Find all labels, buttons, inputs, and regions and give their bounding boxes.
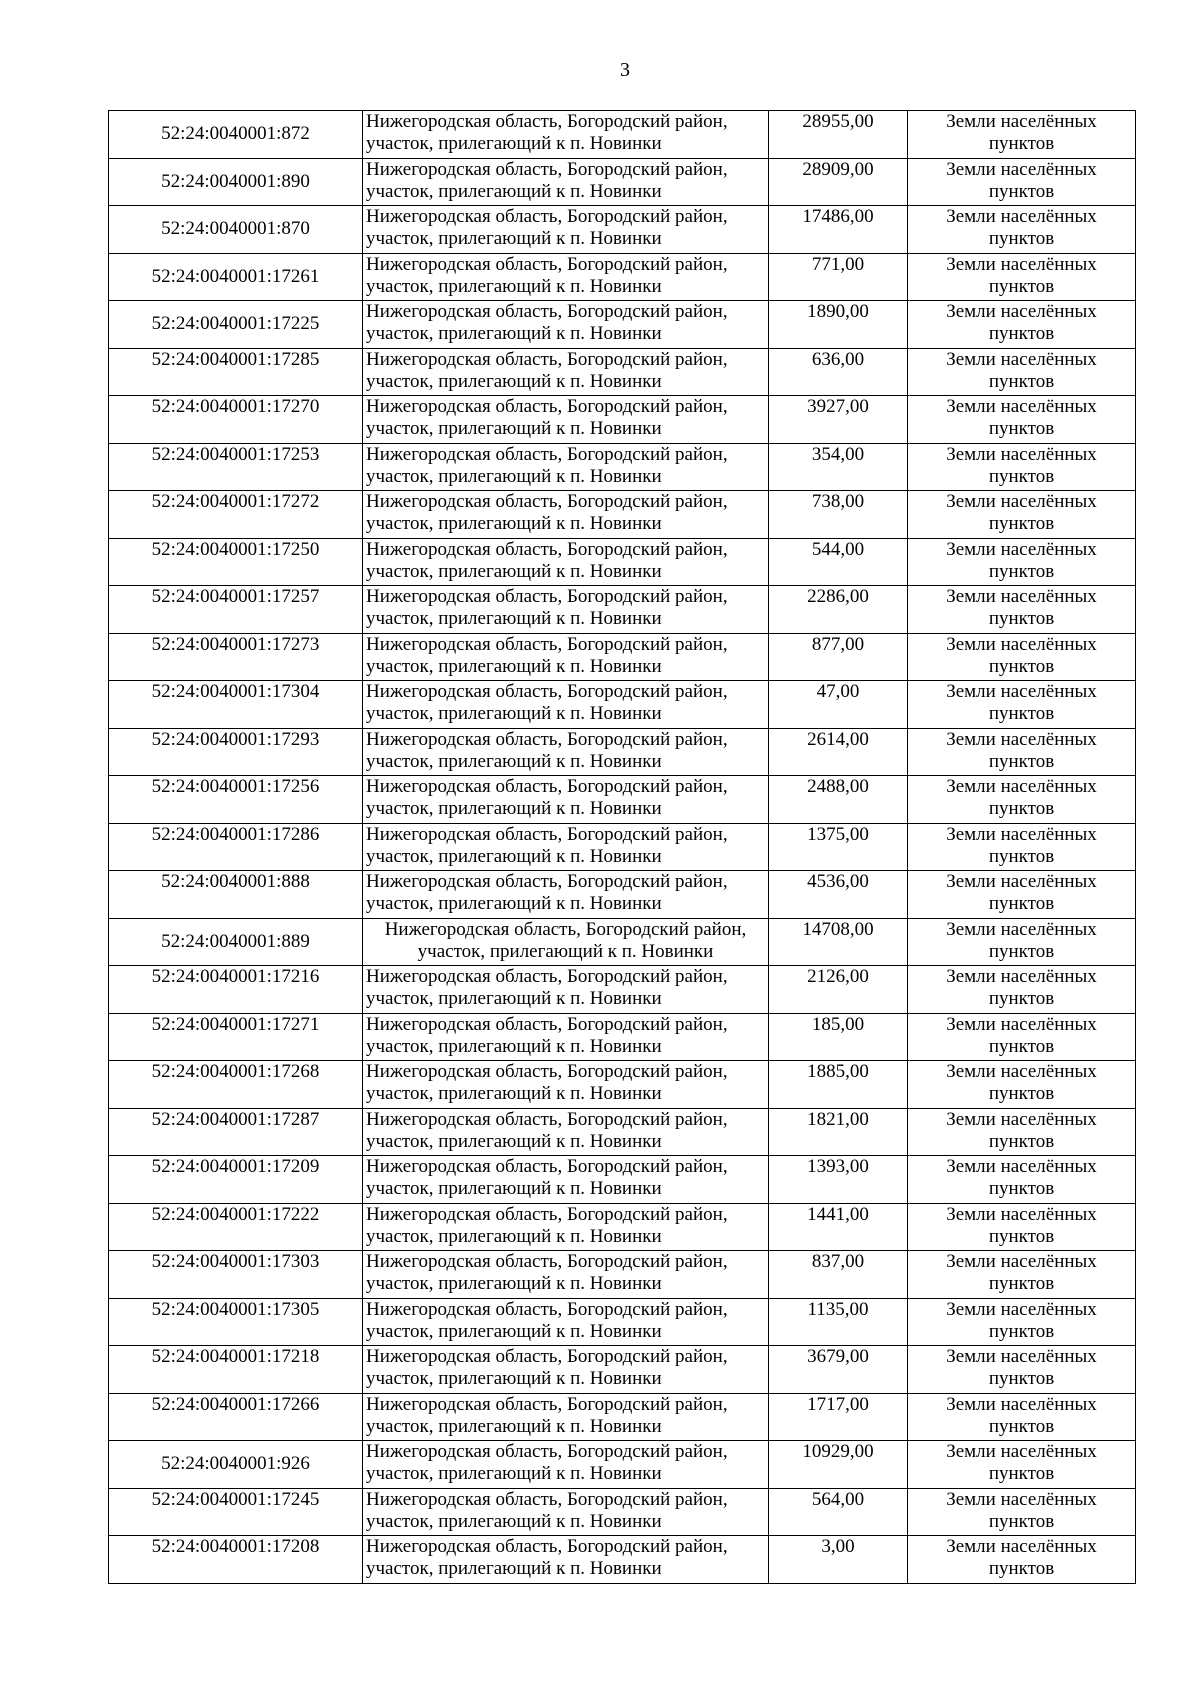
area-cell: 877,00 <box>769 633 908 681</box>
address-cell: Нижегородская область, Богородский район, участок, прилегающий к п. Новинки <box>363 1488 769 1536</box>
land-category-cell: Земли населённых пунктов <box>908 111 1136 159</box>
cadastral-number-cell: 52:24:0040001:17270 <box>109 396 363 444</box>
table-row <box>109 1156 1136 1204</box>
area-cell: 1441,00 <box>769 1203 908 1251</box>
area-cell: 17486,00 <box>769 206 908 254</box>
address-cell: Нижегородская область, Богородский район, участок, прилегающий к п. Новинки <box>363 1251 769 1299</box>
address-cell: Нижегородская область, Богородский район, участок, прилегающий к п. Новинки <box>363 1298 769 1346</box>
cadastral-number-cell: 52:24:0040001:17272 <box>109 491 363 539</box>
cadastral-number-cell: 52:24:0040001:888 <box>109 871 363 919</box>
cadastral-number-cell: 52:24:0040001:17225 <box>109 301 363 349</box>
table-row <box>109 1393 1136 1441</box>
area-cell: 354,00 <box>769 443 908 491</box>
area-cell: 185,00 <box>769 1013 908 1061</box>
area-cell: 3927,00 <box>769 396 908 444</box>
cadastral-number-cell: 52:24:0040001:17222 <box>109 1203 363 1251</box>
land-category-cell: Земли населённых пунктов <box>908 1346 1136 1394</box>
cadastral-number-cell: 52:24:0040001:17253 <box>109 443 363 491</box>
land-category-cell: Земли населённых пунктов <box>908 1203 1136 1251</box>
area-cell: 2488,00 <box>769 776 908 824</box>
address-cell: Нижегородская область, Богородский район, участок, прилегающий к п. Новинки <box>363 1061 769 1109</box>
cadastral-number-cell: 52:24:0040001:17208 <box>109 1536 363 1584</box>
address-cell: Нижегородская область, Богородский район, участок, прилегающий к п. Новинки <box>363 396 769 444</box>
table-row <box>109 1013 1136 1061</box>
address-cell: Нижегородская область, Богородский район, участок, прилегающий к п. Новинки <box>363 681 769 729</box>
table-row <box>109 871 1136 919</box>
table-row <box>109 918 1136 966</box>
area-cell: 28955,00 <box>769 111 908 159</box>
table-row <box>109 1441 1136 1489</box>
land-category-cell: Земли населённых пунктов <box>908 728 1136 776</box>
area-cell: 564,00 <box>769 1488 908 1536</box>
land-category-cell: Земли населённых пунктов <box>908 871 1136 919</box>
cadastral-number-cell: 52:24:0040001:17257 <box>109 586 363 634</box>
area-cell: 2614,00 <box>769 728 908 776</box>
table-row <box>109 396 1136 444</box>
address-cell: Нижегородская область, Богородский район, участок, прилегающий к п. Новинки <box>363 586 769 634</box>
land-category-cell: Земли населённых пунктов <box>908 253 1136 301</box>
land-category-cell: Земли населённых пунктов <box>908 443 1136 491</box>
address-cell: Нижегородская область, Богородский район, участок, прилегающий к п. Новинки <box>363 728 769 776</box>
table-row <box>109 633 1136 681</box>
table-row <box>109 586 1136 634</box>
table-row <box>109 1298 1136 1346</box>
table-row <box>109 348 1136 396</box>
address-cell: Нижегородская область, Богородский район, участок, прилегающий к п. Новинки <box>363 823 769 871</box>
cadastral-number-cell: 52:24:0040001:17271 <box>109 1013 363 1061</box>
land-category-cell: Земли населённых пунктов <box>908 1536 1136 1584</box>
table-row <box>109 1488 1136 1536</box>
address-cell: Нижегородская область, Богородский район, участок, прилегающий к п. Новинки <box>363 633 769 681</box>
table-row <box>109 301 1136 349</box>
address-cell: Нижегородская область, Богородский район, участок, прилегающий к п. Новинки <box>363 966 769 1014</box>
area-cell: 1717,00 <box>769 1393 908 1441</box>
cadastral-number-cell: 52:24:0040001:890 <box>109 158 363 206</box>
area-cell: 47,00 <box>769 681 908 729</box>
land-category-cell: Земли населённых пунктов <box>908 206 1136 254</box>
cadastral-number-cell: 52:24:0040001:17287 <box>109 1108 363 1156</box>
land-category-cell: Земли населённых пунктов <box>908 491 1136 539</box>
land-category-cell: Земли населённых пунктов <box>908 1298 1136 1346</box>
address-cell: Нижегородская область, Богородский район, участок, прилегающий к п. Новинки <box>363 443 769 491</box>
cadastral-number-cell: 52:24:0040001:17286 <box>109 823 363 871</box>
land-category-cell: Земли населённых пунктов <box>908 1013 1136 1061</box>
address-cell: Нижегородская область, Богородский район, участок, прилегающий к п. Новинки <box>363 1393 769 1441</box>
area-cell: 1890,00 <box>769 301 908 349</box>
area-cell: 3679,00 <box>769 1346 908 1394</box>
table-row <box>109 443 1136 491</box>
address-cell: Нижегородская область, Богородский район, участок, прилегающий к п. Новинки <box>363 1156 769 1204</box>
table-row <box>109 823 1136 871</box>
area-cell: 771,00 <box>769 253 908 301</box>
cadastral-number-cell: 52:24:0040001:17256 <box>109 776 363 824</box>
land-category-cell: Земли населённых пунктов <box>908 158 1136 206</box>
table-row <box>109 966 1136 1014</box>
cadastral-number-cell: 52:24:0040001:17209 <box>109 1156 363 1204</box>
address-cell: Нижегородская область, Богородский район, участок, прилегающий к п. Новинки <box>363 538 769 586</box>
cadastral-number-cell: 52:24:0040001:17216 <box>109 966 363 1014</box>
land-category-cell: Земли населённых пунктов <box>908 396 1136 444</box>
table-row <box>109 1203 1136 1251</box>
cadastral-number-cell: 52:24:0040001:17304 <box>109 681 363 729</box>
area-cell: 3,00 <box>769 1536 908 1584</box>
area-cell: 2286,00 <box>769 586 908 634</box>
address-cell: Нижегородская область, Богородский район, участок, прилегающий к п. Новинки <box>363 1346 769 1394</box>
land-category-cell: Земли населённых пунктов <box>908 301 1136 349</box>
address-cell: Нижегородская область, Богородский район, участок, прилегающий к п. Новинки <box>363 253 769 301</box>
land-category-cell: Земли населённых пунктов <box>908 538 1136 586</box>
cadastral-number-cell: 52:24:0040001:17268 <box>109 1061 363 1109</box>
land-category-cell: Земли населённых пунктов <box>908 633 1136 681</box>
address-cell: Нижегородская область, Богородский район, участок, прилегающий к п. Новинки <box>363 301 769 349</box>
table-row <box>109 158 1136 206</box>
table-row <box>109 1346 1136 1394</box>
cadastral-number-cell: 52:24:0040001:926 <box>109 1441 363 1489</box>
address-cell: Нижегородская область, Богородский район, участок, прилегающий к п. Новинки <box>363 1536 769 1584</box>
area-cell: 4536,00 <box>769 871 908 919</box>
cadastral-number-cell: 52:24:0040001:17266 <box>109 1393 363 1441</box>
land-category-cell: Земли населённых пунктов <box>908 918 1136 966</box>
table-row <box>109 253 1136 301</box>
area-cell: 636,00 <box>769 348 908 396</box>
address-cell: Нижегородская область, Богородский район, участок, прилегающий к п. Новинки <box>363 1203 769 1251</box>
address-cell: Нижегородская область, Богородский район, участок, прилегающий к п. Новинки <box>363 206 769 254</box>
table-row <box>109 111 1136 159</box>
area-cell: 1885,00 <box>769 1061 908 1109</box>
land-category-cell: Земли населённых пунктов <box>908 966 1136 1014</box>
cadastral-number-cell: 52:24:0040001:17218 <box>109 1346 363 1394</box>
cadastral-number-cell: 52:24:0040001:17261 <box>109 253 363 301</box>
parcel-table-body <box>109 111 1136 1584</box>
cadastral-number-cell: 52:24:0040001:17293 <box>109 728 363 776</box>
address-cell: Нижегородская область, Богородский район, участок, прилегающий к п. Новинки <box>363 158 769 206</box>
address-cell: Нижегородская область, Богородский район, участок, прилегающий к п. Новинки <box>363 491 769 539</box>
area-cell: 28909,00 <box>769 158 908 206</box>
table-row <box>109 538 1136 586</box>
land-category-cell: Земли населённых пунктов <box>908 586 1136 634</box>
address-cell: Нижегородская область, Богородский район, участок, прилегающий к п. Новинки <box>363 871 769 919</box>
area-cell: 14708,00 <box>769 918 908 966</box>
land-category-cell: Земли населённых пунктов <box>908 823 1136 871</box>
address-cell: Нижегородская область, Богородский район, участок, прилегающий к п. Новинки <box>363 111 769 159</box>
address-cell: Нижегородская область, Богородский район, участок, прилегающий к п. Новинки <box>363 776 769 824</box>
area-cell: 1821,00 <box>769 1108 908 1156</box>
table-row <box>109 681 1136 729</box>
land-category-cell: Земли населённых пунктов <box>908 1251 1136 1299</box>
area-cell: 1135,00 <box>769 1298 908 1346</box>
area-cell: 10929,00 <box>769 1441 908 1489</box>
table-row <box>109 1536 1136 1584</box>
cadastral-number-cell: 52:24:0040001:889 <box>109 918 363 966</box>
cadastral-number-cell: 52:24:0040001:17245 <box>109 1488 363 1536</box>
table-row <box>109 491 1136 539</box>
cadastral-number-cell: 52:24:0040001:17273 <box>109 633 363 681</box>
table-row <box>109 206 1136 254</box>
cadastral-number-cell: 52:24:0040001:870 <box>109 206 363 254</box>
parcel-table <box>108 110 1136 1584</box>
land-category-cell: Земли населённых пунктов <box>908 1108 1136 1156</box>
cadastral-number-cell: 52:24:0040001:17305 <box>109 1298 363 1346</box>
land-category-cell: Земли населённых пунктов <box>908 1061 1136 1109</box>
area-cell: 544,00 <box>769 538 908 586</box>
area-cell: 738,00 <box>769 491 908 539</box>
land-category-cell: Земли населённых пунктов <box>908 1156 1136 1204</box>
land-category-cell: Земли населённых пунктов <box>908 681 1136 729</box>
land-category-cell: Земли населённых пунктов <box>908 1393 1136 1441</box>
address-cell: Нижегородская область, Богородский район, участок, прилегающий к п. Новинки <box>363 1441 769 1489</box>
cadastral-number-cell: 52:24:0040001:872 <box>109 111 363 159</box>
area-cell: 1375,00 <box>769 823 908 871</box>
table-row <box>109 776 1136 824</box>
land-category-cell: Земли населённых пунктов <box>908 776 1136 824</box>
cadastral-number-cell: 52:24:0040001:17285 <box>109 348 363 396</box>
page-number: 3 <box>620 59 630 81</box>
address-cell: Нижегородская область, Богородский район, участок, прилегающий к п. Новинки <box>363 348 769 396</box>
cadastral-number-cell: 52:24:0040001:17303 <box>109 1251 363 1299</box>
land-category-cell: Земли населённых пунктов <box>908 348 1136 396</box>
area-cell: 1393,00 <box>769 1156 908 1204</box>
cadastral-number-cell: 52:24:0040001:17250 <box>109 538 363 586</box>
table-row <box>109 1251 1136 1299</box>
address-cell: Нижегородская область, Богородский район, участок, прилегающий к п. Новинки <box>363 918 769 966</box>
area-cell: 837,00 <box>769 1251 908 1299</box>
table-row <box>109 1108 1136 1156</box>
address-cell: Нижегородская область, Богородский район, участок, прилегающий к п. Новинки <box>363 1013 769 1061</box>
area-cell: 2126,00 <box>769 966 908 1014</box>
address-cell: Нижегородская область, Богородский район, участок, прилегающий к п. Новинки <box>363 1108 769 1156</box>
table-row <box>109 728 1136 776</box>
land-category-cell: Земли населённых пунктов <box>908 1488 1136 1536</box>
land-category-cell: Земли населённых пунктов <box>908 1441 1136 1489</box>
table-row <box>109 1061 1136 1109</box>
